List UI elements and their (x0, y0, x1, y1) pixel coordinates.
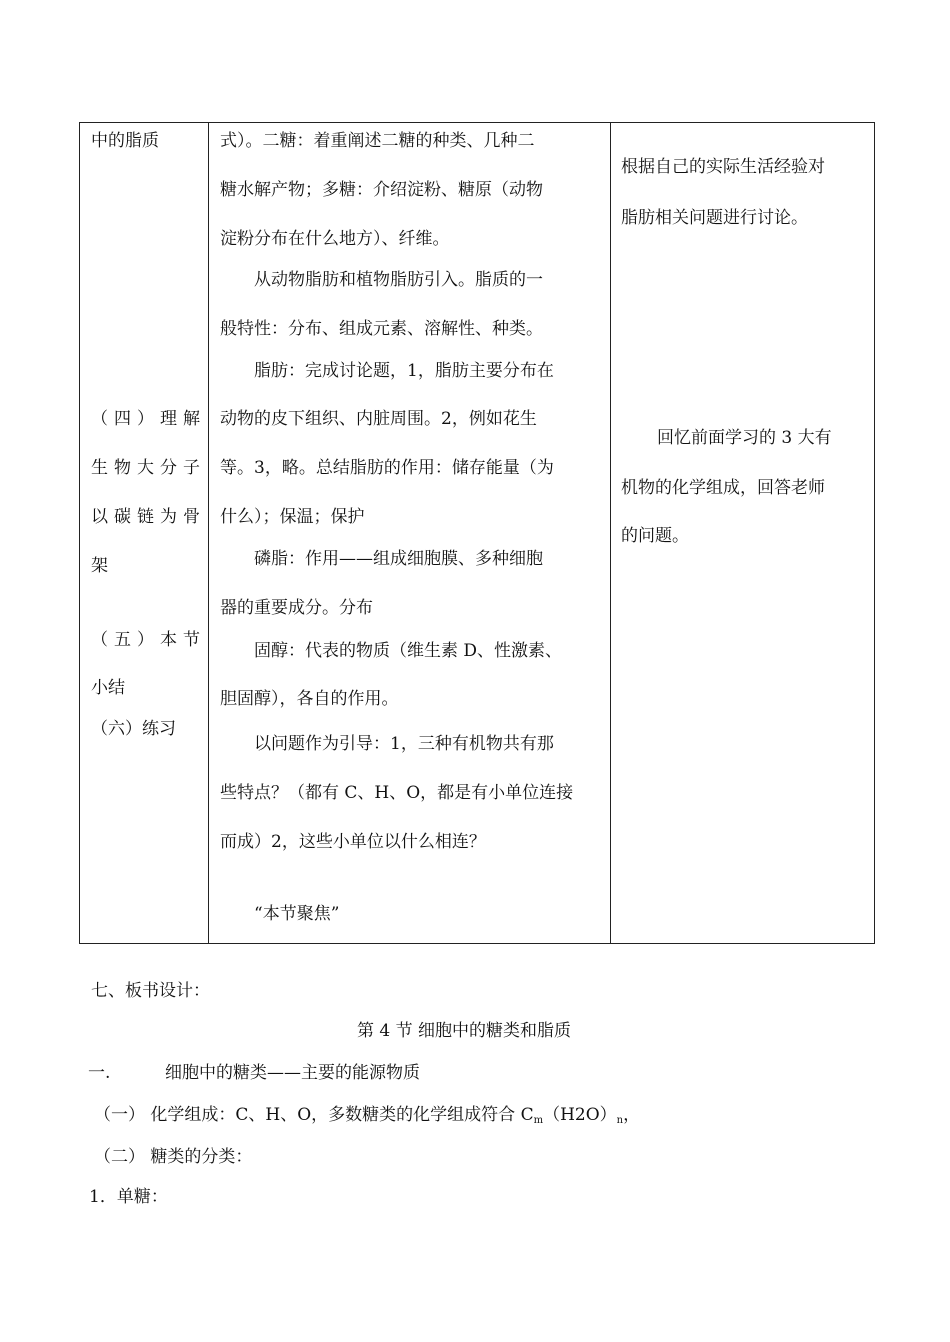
subscript-m: m (533, 1115, 544, 1126)
composition-tail: ， (623, 1105, 641, 1125)
col2-line: 等。3，略。总结脂肪的作用：储存能量（为 (220, 458, 554, 478)
col2-line: 器的重要成分。分布 (220, 598, 373, 618)
col2-line: 动物的皮下组织、内脏周围。2，例如花生 (220, 409, 537, 429)
section-five-line-1: （五）本节 (91, 630, 206, 650)
section-six: （六）练习 (91, 719, 176, 739)
board-item-chemical-composition (94, 1103, 640, 1133)
col2-line: 淀粉分布在什么地方）、纤维。 (220, 229, 450, 249)
col2-line: 般特性：分布、组成元素、溶解性、种类。 (220, 319, 543, 339)
table-row (80, 123, 875, 944)
teaching-content-column (80, 123, 209, 944)
col3-line: 脂肪相关问题进行讨论。 (621, 208, 808, 228)
col2-line: 胆固醇），各自的作用。 (220, 689, 399, 709)
col2-line: 从动物脂肪和植物脂肪引入。脂质的一 (254, 270, 543, 290)
col2-line: 脂肪：完成讨论题，1，脂肪主要分布在 (254, 361, 554, 381)
board-design-heading: 七、板书设计： (91, 981, 210, 1001)
board-item-1-text: 细胞中的糖类——主要的能源物质 (165, 1063, 420, 1083)
board-title: 第 4 节 细胞中的糖类和脂质 (357, 1021, 572, 1041)
col2-line: 以问题作为引导：1，三种有机物共有那 (254, 734, 554, 754)
col2-line: 式）。二糖：着重阐述二糖的种类、几种二 (220, 131, 535, 151)
lesson-plan-table (79, 122, 875, 944)
col2-line: 糖水解产物；多糖：介绍淀粉、糖原（动物 (220, 180, 543, 200)
composition-text: （一） 化学组成：C、H、O，多数糖类的化学组成符合 C (94, 1105, 534, 1125)
board-item-monosaccharide: 1．单糖： (89, 1187, 168, 1207)
board-item-1-number: 一. (88, 1063, 111, 1083)
col2-line: 固醇：代表的物质（维生素 D、性激素、 (254, 641, 563, 661)
student-activity-column (611, 123, 875, 944)
section-five-line-2: 小结 (91, 678, 125, 698)
col2-line: 磷脂：作用——组成细胞膜、多种细胞 (254, 549, 543, 569)
col1-top-fragment: 中的脂质 (91, 131, 159, 151)
section-four-line-3: 以碳链为骨 (91, 507, 206, 527)
col3-line: 的问题。 (621, 526, 689, 546)
teacher-activity-column (209, 123, 611, 944)
section-four-line-2: 生物大分子 (91, 458, 206, 478)
col2-line: 什么）；保温；保护 (220, 507, 365, 527)
col2-line: 而成）2，这些小单位以什么相连？ (220, 832, 486, 852)
section-four-line-1: （四）理解 (91, 409, 206, 429)
board-item-classification: （二） 糖类的分类： (94, 1147, 253, 1167)
section-focus-label: “本节聚焦” (254, 904, 340, 924)
col3-line: 回忆前面学习的 3 大有 (657, 428, 832, 448)
col2-line: 些特点？（都有 C、H、O，都是有小单位连接 (220, 783, 574, 803)
section-four-line-4: 架 (91, 556, 108, 576)
col3-line: 机物的化学组成，回答老师 (621, 478, 825, 498)
subscript-n: n (616, 1115, 624, 1126)
col3-line: 根据自己的实际生活经验对 (621, 157, 825, 177)
composition-formula: （H2O） (543, 1105, 617, 1125)
